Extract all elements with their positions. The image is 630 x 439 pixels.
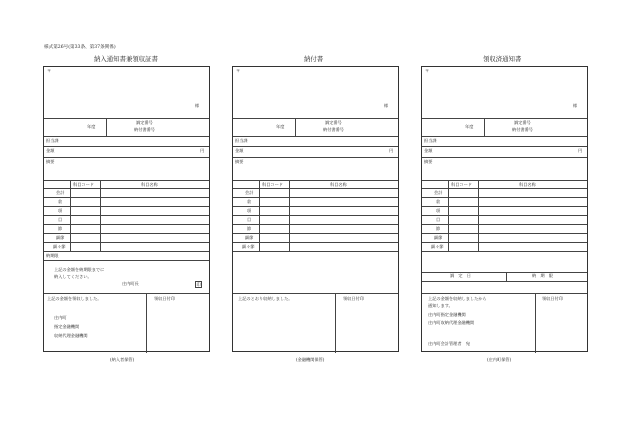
receipt-statement-line-2: 通知します。 [428, 303, 453, 308]
panel-1-footer: (納入者保管) [110, 357, 135, 362]
amount-label: 金額 [424, 148, 433, 153]
payment-slip-number-label: 納付書番号 [512, 127, 533, 132]
bank-line-1: 庄内町指定金融機関 [428, 312, 466, 317]
addressee-sama: 様 [573, 103, 578, 108]
fiscal-year-label: 年度 [87, 124, 96, 129]
assessment-number-label: 調定番号 [325, 120, 342, 125]
due-date-label: 納期限 [46, 253, 59, 258]
amount-label: 金額 [46, 148, 55, 153]
receipt-statement: 上記の金額を領収しました。 [47, 296, 102, 301]
row-label-kan: 款 [436, 199, 441, 204]
row-label-saisetsu: 細節 [245, 235, 254, 240]
receipt-statement-line-1: 上記の金額を収納しましたから [428, 296, 487, 301]
row-label-moku: 目 [247, 217, 252, 222]
remarks-label: 摘要 [235, 159, 244, 164]
row-label-kan: 款 [58, 199, 63, 204]
receipt-stamp-label: 領収日付印 [154, 296, 175, 301]
payment-slip-number-label: 納付書番号 [323, 127, 344, 132]
name-header: 科目名称 [141, 182, 158, 187]
row-label-kaikei: 会計 [245, 190, 254, 195]
row-label-kaikei: 会計 [56, 190, 65, 195]
bank-line-1: 庄内町 [54, 315, 67, 320]
row-label-setsu: 節 [436, 226, 441, 231]
remarks-label: 摘要 [424, 159, 433, 164]
row-label-kou: 項 [436, 208, 441, 213]
row-label-saisetsu: 細節 [434, 235, 443, 240]
row-label-setsu: 節 [247, 226, 252, 231]
assessment-number-label: 調定番号 [514, 120, 531, 125]
addressee-sama: 様 [195, 103, 200, 108]
remarks-label: 摘要 [46, 159, 55, 164]
bank-line-2: 庄内町収納代理金融機関 [428, 320, 475, 325]
addressee-sama: 様 [384, 103, 389, 108]
row-label-moku: 目 [436, 217, 441, 222]
row-label-saisetsu: 細節 [56, 235, 65, 240]
assessment-number-label: 調定番号 [136, 120, 153, 125]
assessment-date-label: 調 定 日 [450, 273, 471, 278]
code-header: 科目コード [73, 182, 94, 187]
receipt-statement: 上記のとおり収納しました。 [238, 296, 293, 301]
department-label: 担当課 [424, 138, 437, 143]
department-label: 担当課 [235, 138, 248, 143]
bank-line-2: 指定金融機関 [54, 324, 80, 329]
panel-2-sheet [232, 66, 399, 352]
name-header: 科目名称 [519, 182, 536, 187]
row-label-saisaisetsu: 細々節 [242, 244, 255, 249]
official-seal: 印 [196, 281, 201, 287]
form-number: 様式第26号(第33条、第37条関係) [44, 45, 116, 50]
panel-2-footer: (金融機関保管) [296, 357, 325, 362]
department-label: 担当課 [46, 138, 59, 143]
row-label-saisaisetsu: 細々節 [431, 244, 444, 249]
payment-notice-line-1: 上記の金額を納期限までに [54, 267, 105, 272]
amount-label: 金額 [235, 148, 244, 153]
bank-line-3: 収納代理金融機関 [54, 333, 88, 338]
row-label-kou: 項 [247, 208, 252, 213]
payment-slip-number-label: 納付書番号 [134, 127, 155, 132]
receipt-stamp-label: 領収日付印 [343, 296, 364, 301]
postal-mark: 〒 [236, 68, 241, 73]
panel-1-title: 納入通知書兼領収証書 [94, 55, 158, 63]
postal-mark: 〒 [47, 68, 52, 73]
row-label-setsu: 節 [58, 226, 63, 231]
yen-unit: 円 [578, 148, 583, 153]
code-header: 科目コード [262, 182, 283, 187]
panel-3-footer: (庄内町保管) [487, 357, 512, 362]
fiscal-year-label: 年度 [276, 124, 285, 129]
row-label-moku: 目 [58, 217, 63, 222]
row-label-kou: 項 [58, 208, 63, 213]
panel-3-sheet [421, 66, 588, 352]
row-label-kaikei: 会計 [434, 190, 443, 195]
yen-unit: 円 [200, 148, 205, 153]
receipt-stamp-label: 領収日付印 [542, 296, 563, 301]
name-header: 科目名称 [330, 182, 347, 187]
due-date-label: 納 期 限 [532, 273, 553, 278]
yen-unit: 円 [389, 148, 394, 153]
panel-1-sheet [43, 66, 210, 352]
code-header: 科目コード [451, 182, 472, 187]
row-label-saisaisetsu: 細々節 [53, 244, 66, 249]
row-label-kan: 款 [247, 199, 252, 204]
mayor-label: 庄内町長 [122, 281, 139, 286]
accounting-manager-label: 庄内町会計管理者 宛 [428, 341, 470, 346]
fiscal-year-label: 年度 [465, 124, 474, 129]
payment-notice-line-2: 納入してください。 [54, 274, 92, 279]
panel-3-title: 領収済通知書 [483, 55, 522, 63]
panel-2-title: 納付書 [304, 55, 324, 63]
postal-mark: 〒 [425, 68, 430, 73]
